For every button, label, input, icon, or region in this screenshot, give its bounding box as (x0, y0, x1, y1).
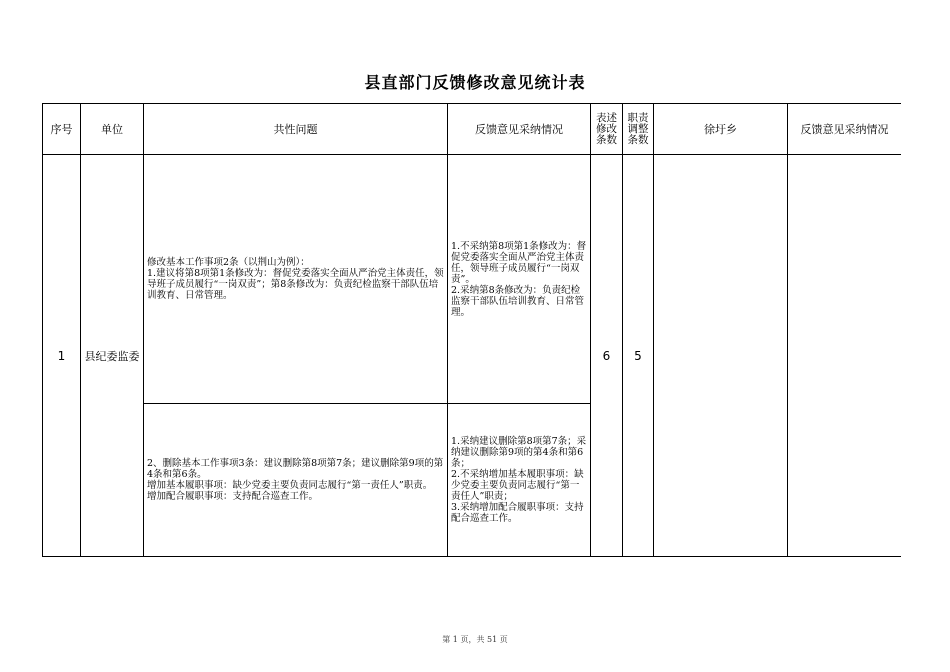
header-issue: 共性问题 (273, 122, 318, 136)
header-unit: 单位 (101, 122, 123, 136)
header-seq: 序号 (50, 122, 73, 136)
row-unit: 县纪委监委 (84, 349, 140, 363)
feedback-text: 1.采纳建议删除第8项第7条；采纳建议删除第9项的第4条和第6条； 2.不采纳增加基本履职事项：缺少党委主要负责同志履行“第一责任人”职责； 3.采纳增加配合履职事项：支持配合巡查工作。 (451, 436, 587, 524)
page-footer: 第 1 页，共 51 页 (442, 635, 508, 644)
feedback-cell (448, 155, 590, 403)
row-feedback-2-cell (788, 155, 901, 556)
row-seq: 1 (57, 348, 66, 363)
feedback-text: 1.不采纳第8项第1条修改为：督促党委落实全面从严治党主体责任，领导班子成员履行“一岗双责”。 2.采纳第8条修改为：负责纪检监察干部队伍培训教育、日常管理。 (451, 240, 587, 318)
row-desc-count: 6 (602, 348, 611, 363)
issue-text: 2、删除基本工作事项3条：建议删除第8项第7条；建议删除第9项的第4条和第6条。 增加基本履职事项：缺少党委主要负责同志履行“第一责任人”职责。 增加配合履职事项：支持配合巡查工作。 (147, 458, 444, 502)
header-feedback: 反馈意见采纳情况 (475, 122, 563, 136)
issue-cell (144, 404, 447, 556)
table-bottom-border (42, 556, 901, 557)
header-feedback-2: 反馈意见采纳情况 (800, 122, 889, 136)
row-duty-count: 5 (634, 348, 642, 363)
header-desc-count: 表述 修改 条数 (596, 111, 617, 146)
page-title: 县直部门反馈修改意见统计表 (364, 73, 586, 92)
header-duty-count: 职责 调整 条数 (627, 111, 649, 146)
feedback-cell (448, 404, 590, 556)
issue-text: 修改基本工作事项2条（以荆山为例）： 1.建议将第8项第1条修改为：督促党委落实全面从严治党主体责任，领导班子成员履行“一岗双责”；第8条修改为：负责纪检监察干部队伍培训教育、日常管理。 (147, 257, 444, 301)
issue-cell (144, 155, 447, 403)
feedback-table (42, 103, 901, 557)
header-town: 徐圩乡 (704, 122, 737, 136)
row-town-cell (654, 155, 787, 556)
